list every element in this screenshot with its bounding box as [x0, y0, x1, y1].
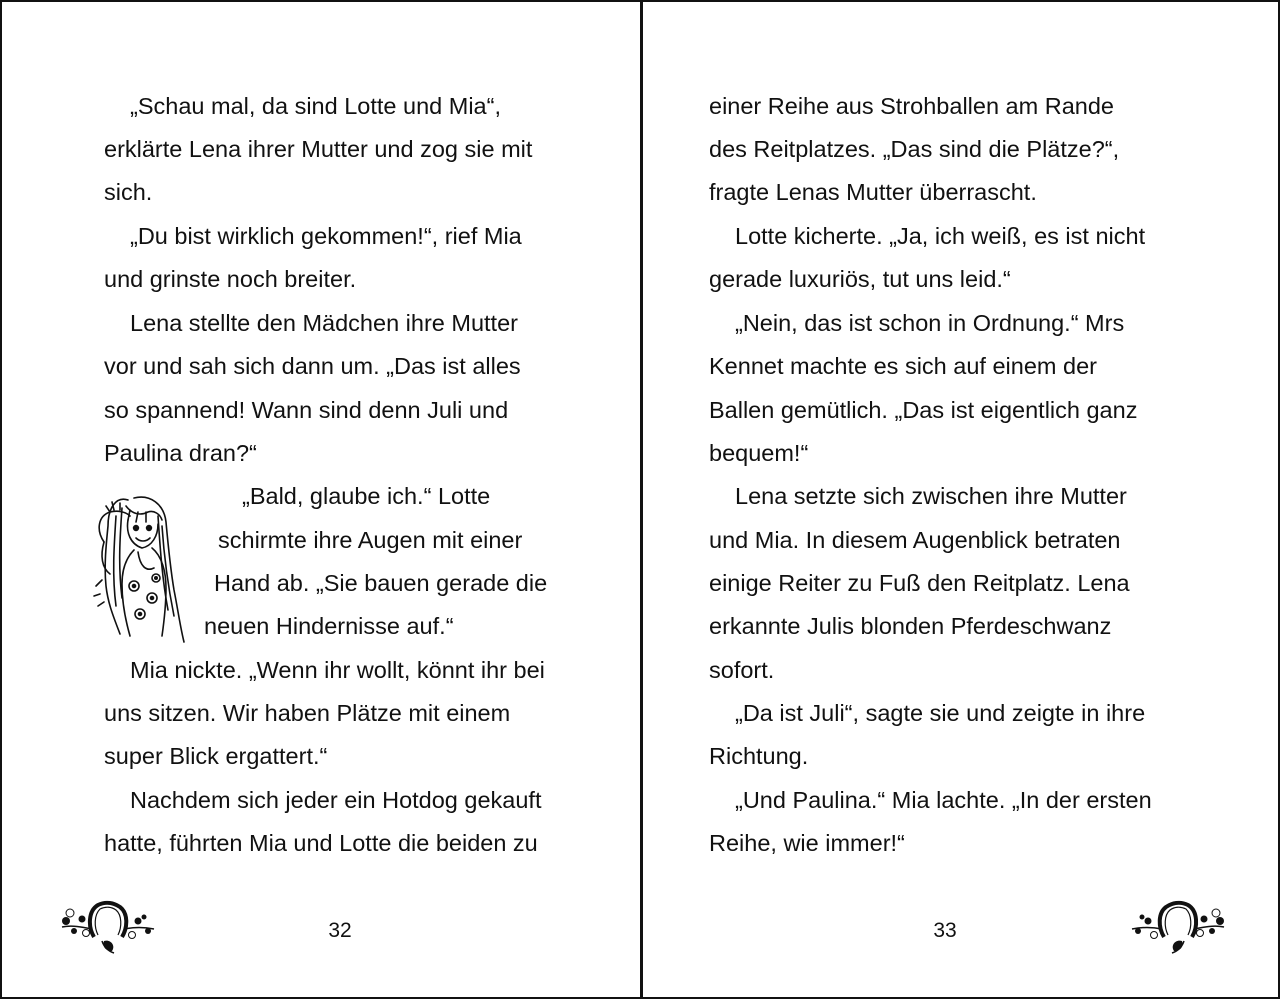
- text-line: sofort.: [709, 657, 775, 683]
- text-line: Hand ab. „Sie bauen gerade die: [214, 570, 548, 596]
- text-line: Richtung.: [709, 743, 809, 769]
- horseshoe-flowers-icon: [1128, 897, 1228, 957]
- text-line: super Blick ergattert.“: [104, 743, 328, 769]
- text-line: „Du bist wirklich gekommen!“, rief Mia: [130, 223, 522, 249]
- text-line: fragte Lenas Mutter überrascht.: [709, 179, 1037, 205]
- text-line: einer Reihe aus Strohballen am Rande: [709, 93, 1114, 119]
- text-line: des Reitplatzes. „Das sind die Plätze?“,: [709, 136, 1120, 162]
- text-line: sich.: [104, 179, 153, 205]
- text-line: Lena stellte den Mädchen ihre Mutter: [130, 310, 518, 336]
- page-number: 32: [328, 919, 352, 942]
- text-line: gerade luxuriös, tut uns leid.“: [709, 266, 1011, 292]
- text-line: Reihe, wie immer!“: [709, 830, 905, 856]
- text-line: vor und sah sich dann um. „Das ist alles: [104, 353, 521, 379]
- girl-illustration-icon: [76, 486, 196, 646]
- text-line: Lena setzte sich zwischen ihre Mutter: [735, 483, 1127, 509]
- text-line: so spannend! Wann sind denn Juli und: [104, 397, 509, 423]
- text-line: „Da ist Juli“, sagte sie und zeigte in ihre: [735, 700, 1146, 726]
- text-line: erklärte Lena ihrer Mutter und zog sie mit: [104, 136, 533, 162]
- text-line: „Und Paulina.“ Mia lachte. „In der ersten: [735, 787, 1152, 813]
- horseshoe-flowers-icon: [58, 897, 158, 957]
- text-line: Mia nickte. „Wenn ihr wollt, könnt ihr bei: [130, 657, 545, 683]
- text-line: Ballen gemütlich. „Das ist eigentlich ganz: [709, 397, 1138, 423]
- text-line: „Schau mal, da sind Lotte und Mia“,: [130, 93, 501, 119]
- text-line: Nachdem sich jeder ein Hotdog gekauft: [130, 787, 542, 813]
- text-line: Paulina dran?“: [104, 440, 257, 466]
- text-line: und Mia. In diesem Augenblick betraten: [709, 527, 1121, 553]
- text-line: neuen Hindernisse auf.“: [204, 613, 454, 639]
- page-number: 33: [933, 919, 957, 942]
- text-line: uns sitzen. Wir haben Plätze mit einem: [104, 700, 511, 726]
- text-line: hatte, führten Mia und Lotte die beiden zu: [104, 830, 538, 856]
- text-line: Kennet machte es sich auf einem der: [709, 353, 1097, 379]
- text-line: schirmte ihre Augen mit einer: [218, 527, 523, 553]
- text-line: „Nein, das ist schon in Ordnung.“ Mrs: [735, 310, 1125, 336]
- text-line: „Bald, glaube ich.“ Lotte: [242, 483, 491, 509]
- right-page: [643, 2, 1280, 999]
- text-line: einige Reiter zu Fuß den Reitplatz. Lena: [709, 570, 1130, 596]
- text-line: Lotte kicherte. „Ja, ich weiß, es ist nicht: [735, 223, 1146, 249]
- text-line: und grinste noch breiter.: [104, 266, 357, 292]
- text-line: erkannte Julis blonden Pferdeschwanz: [709, 613, 1112, 639]
- text-line: bequem!“: [709, 440, 809, 466]
- left-page: [2, 2, 641, 999]
